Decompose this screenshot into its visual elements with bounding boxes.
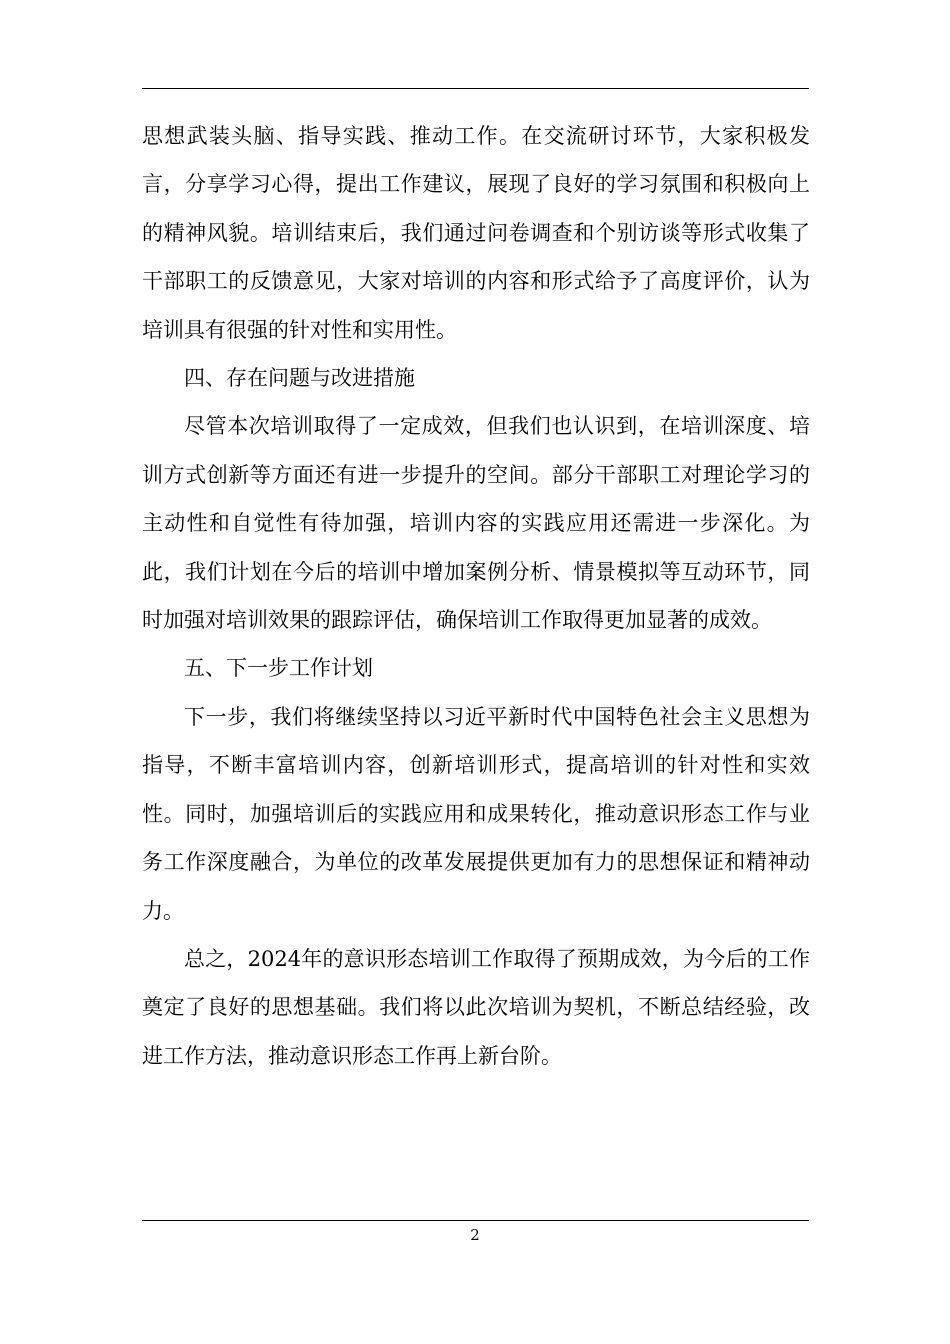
section-heading-next-steps: 五、下一步工作计划: [184, 656, 373, 681]
paragraph-conclusion: 总之，2024年的意识形态培训工作取得了预期成效，为今后的工作奠定了良好的思想基础。我们将以此次培训为契机，不断总结经验，改进工作方法，推动意识形态工作再上新台阶。: [142, 946, 810, 1068]
paragraph-continued: 思想武装头脑、指导实践、推动工作。在交流研讨环节，大家积极发言，分享学习心得，提出工作建议，展现了良好的学习氛围和积极向上的精神风貌。培训结束后，我们通过问卷调查和个别访谈等形式收集了干部职工的反馈意见，大家对培训的内容和形式给予了高度评价，认为培训具有很强的针对性和实用性。: [142, 124, 810, 342]
paragraph-problems: 尽管本次培训取得了一定成效，但我们也认识到，在培训深度、培训方式创新等方面还有进一步提升的空间。部分干部职工对理论学习的主动性和自觉性有待加强，培训内容的实践应用还需进一步深化。为此，我们计划在今后的培训中增加案例分析、情景模拟等互动环节，同时加强对培训效果的跟踪评估，确保培训工作取得更加显著的成效。: [142, 414, 810, 633]
page-number: 2: [470, 1226, 480, 1244]
section-heading-problems: 四、存在问题与改进措施: [184, 366, 415, 391]
paragraph-next-steps: 下一步，我们将继续坚持以习近平新时代中国特色社会主义思想为指导，不断丰富培训内容，创新培训形式，提高培训的针对性和实效性。同时，加强培训后的实践应用和成果转化，推动意识形态工作与业务工作深度融合，为单位的改革发展提供更加有力的思想保证和精神动力。: [142, 704, 810, 923]
footer-rule: [142, 1220, 809, 1221]
document-body: [142, 112, 810, 1080]
header-rule: [142, 88, 809, 89]
